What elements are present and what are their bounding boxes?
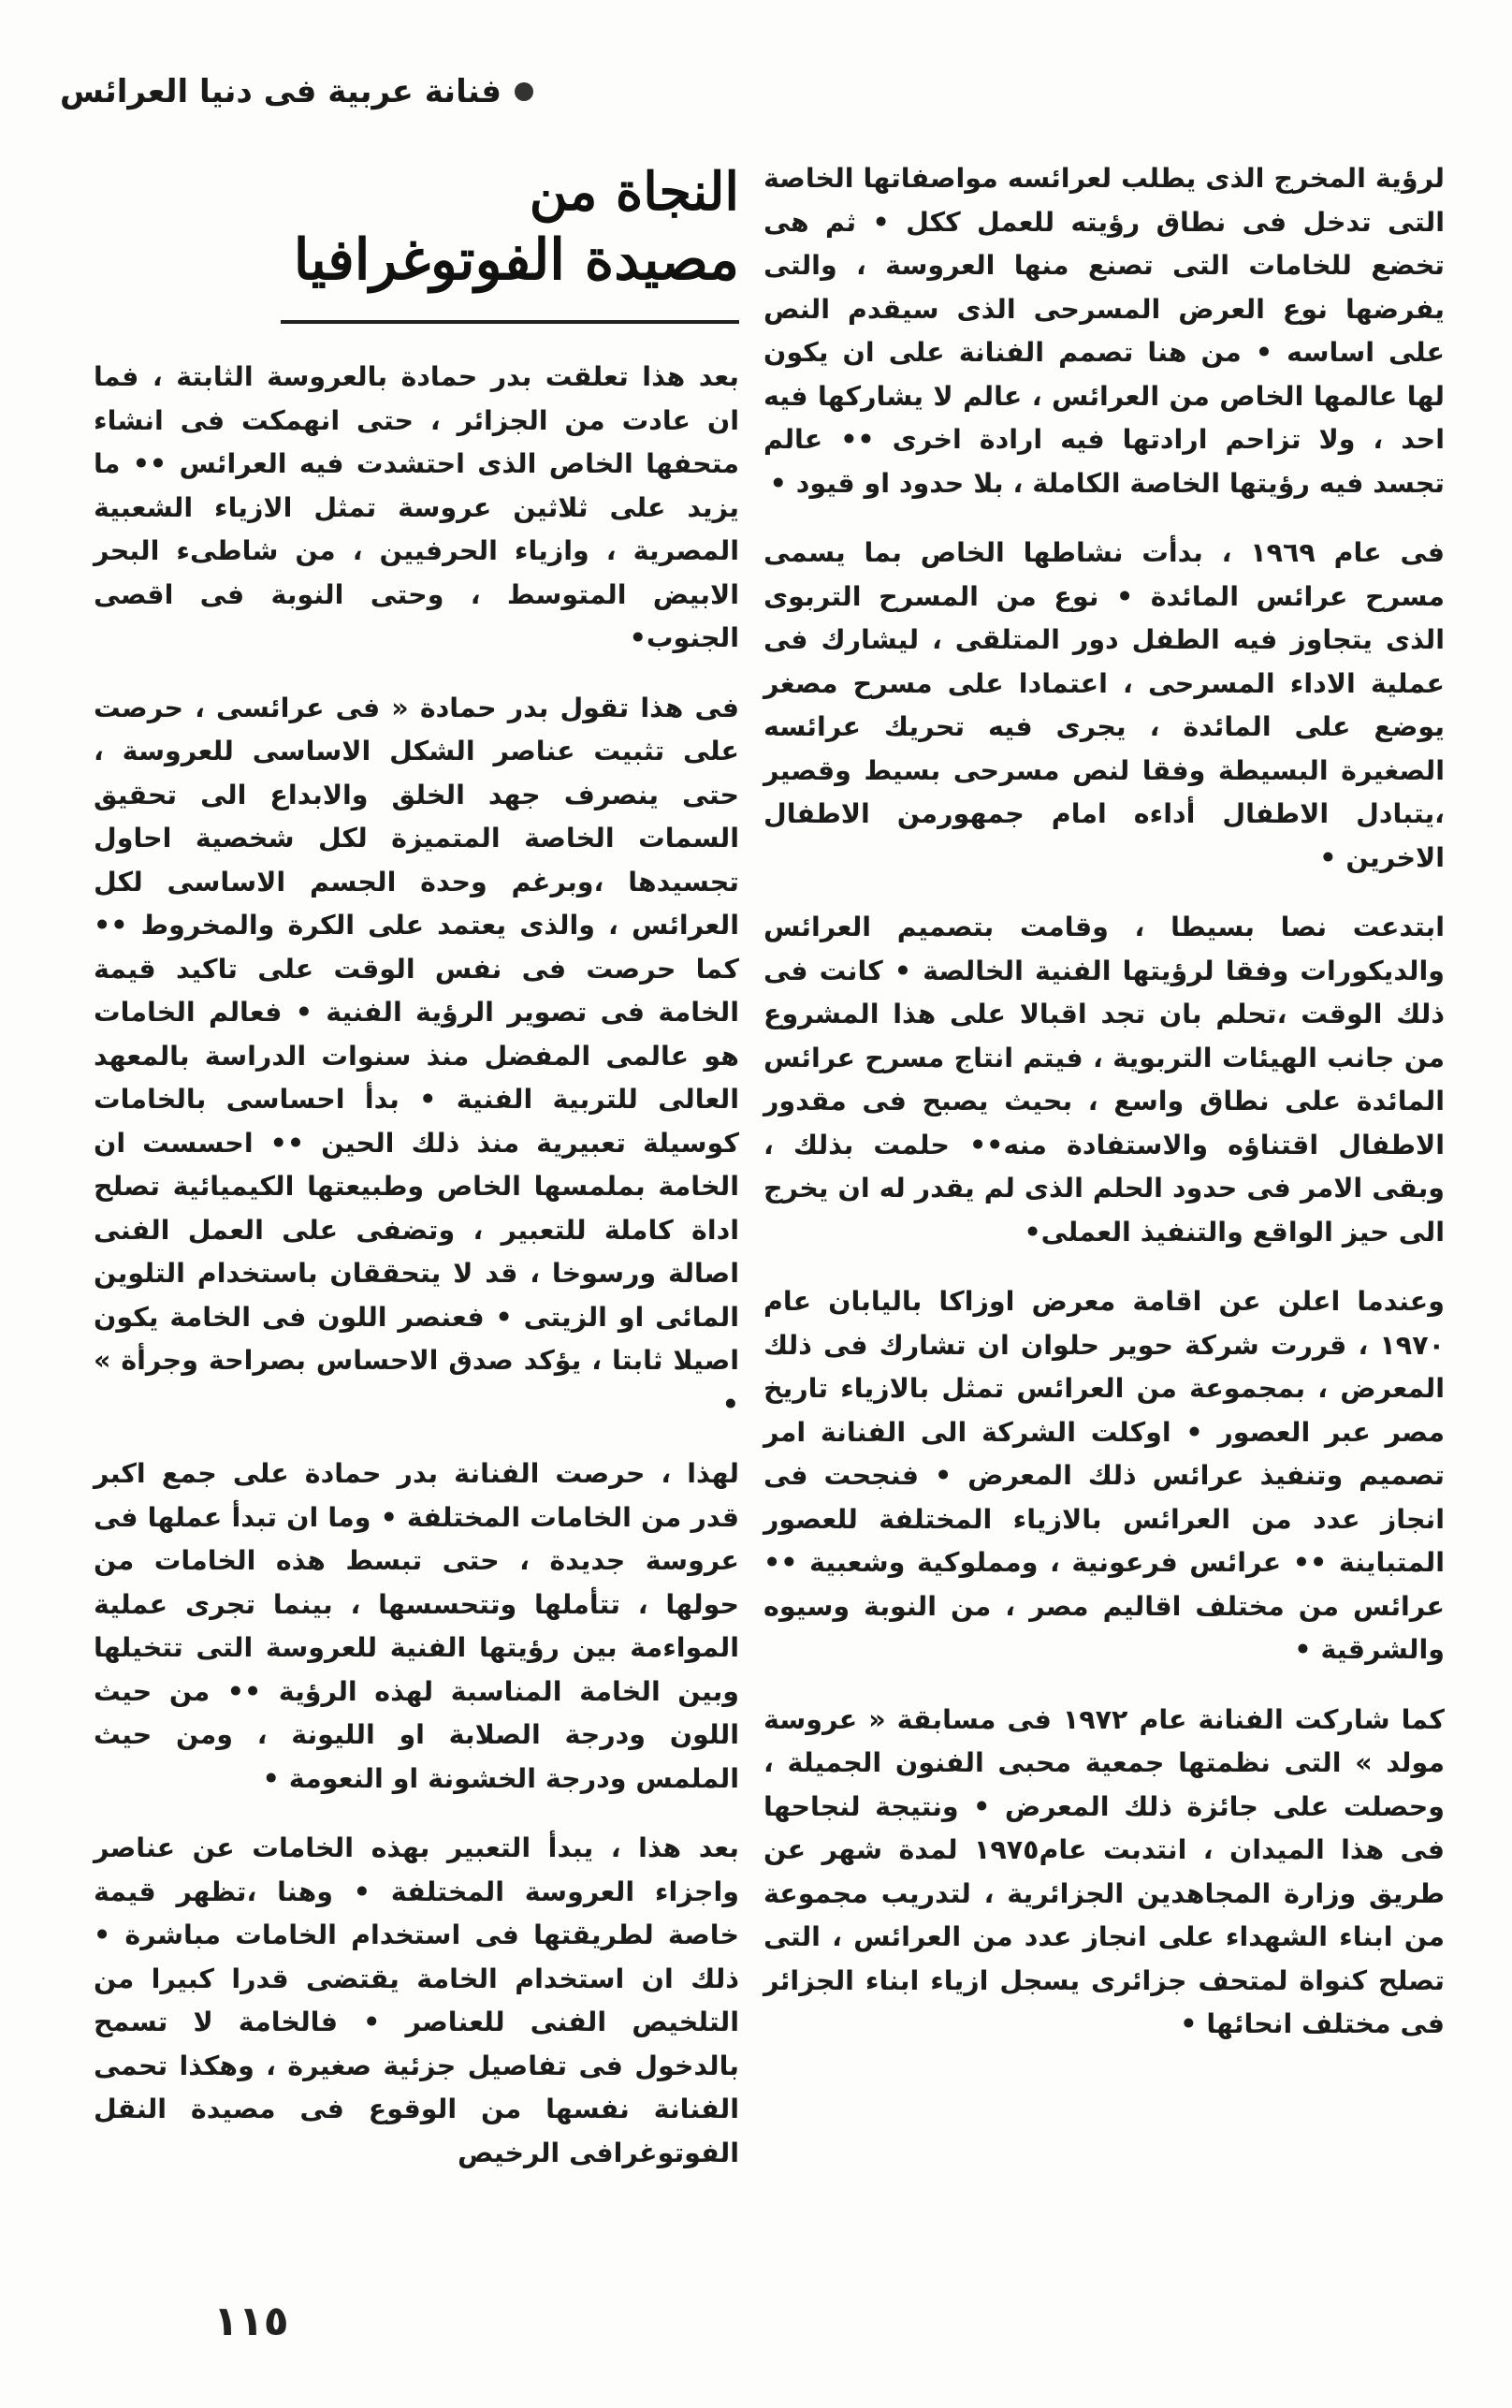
paragraph: لرؤية المخرج الذى يطلب لعرائسه مواصفاتها الخاصة التى تدخل فى نطاق رؤيته للعمل ككل • ثم هى تخضع للخامات التى تصنع منها العروسة ، والتى يفرضها نوع العرض المسرحى الذى سيقدم النص على اساسه • من هنا تصمم الفنانة على ان يكون لها عالمها الخاص من العرائس ، عالم لا يشاركها فيه احد ، ولا تزاحم ارادتها فيه ارادة اخرى •• عالم تجسد فيه رؤيتها الخاصة الكاملة ، بلا حدود او قيود • (763, 163, 1445, 499)
right-column (763, 157, 1445, 2073)
paragraph: كما شاركت الفنانة عام ١٩٧٢ فى مسابقة « عروسة مولد » التى نظمتها جمعية محبى الفنون الجميلة ، وحصلت على جائزة ذلك المعرض • ونتيجة لنجاحها فى هذا الميدان ، انتدبت عام١٩٧٥ لمدة شهر عن طريق وزارة المجاهدين الجزائرية ، لتدريب مجموعة من ابناء الشهداء على انجاز عدد من العرائس ، التى تصلح كنواة لمتحف جزائرى يسجل ازياء ابناء الجزائر فى مختلف انحائها • (763, 1703, 1445, 2039)
bullet-icon (515, 82, 533, 101)
paragraph: وعندما اعلن عن اقامة معرض اوزاكا باليابان عام ١٩٧٠ ، قررت شركة حوير حلوان ان تشارك فى ذلك المعرض ، بمجموعة من العرائس تمثل بالازياء تاريخ مصر عبر العصور • اوكلت الشركة الى الفنانة امر تصميم وتنفيذ عرائس ذلك المعرض • فنجحت فى انجاز عدد من العرائس بالازياء المختلفة للعصور المتباينة •• عرائس فرعونية ، ومملوكية وشعبية •• عرائس من مختلف اقاليم مصر ، من النوبة وسيوه والشرقية • (763, 1286, 1445, 1665)
title-line-1: النجاة من (529, 161, 739, 223)
section-header (47, 64, 533, 120)
paragraph: لهذا ، حرصت الفنانة بدر حمادة على جمع اكبر قدر من الخامات المختلفة • وما ان تبدأ عملها فى عروسة جديدة ، حتى تبسط هذه الخامات من حولها ، تتأملها وتتحسسها ، بينما تجرى عملية المواءمة بين رؤيتها الفنية للعروسة التى تتخيلها وبين الخامة المناسبة لهذه الرؤية •• من حيث اللون ودرجة الصلابة او الليونة ، ومن حيث الملمس ودرجة الخشونة او النعومة • (94, 1458, 739, 1794)
paragraph: فى هذا تقول بدر حمادة « فى عرائسى ، حرصت على تثبيت عناصر الشكل الاساسى للعروسة ، حتى ينصرف جهد الخلق والابداع الى تحقيق السمات الخاصة المتميزة لكل شخصية احاول تجسيدها ،وبرغم وحدة الجسم الاساسى لكل العرائس ، والذى يعتمد على الكرة والمخروط •• كما حرصت فى نفس الوقت على تاكيد قيمة الخامة فى تصوير الرؤية الفنية • فعالم الخامات هو عالمى المفضل منذ سنوات الدراسة بالمعهد العالى للتربية الفنية • بدأ احساسى بالخامات كوسيلة تعبيرية منذ ذلك الحين •• احسست ان الخامة بملمسها الخاص وطبيعتها الكيميائية تصلح اداة كاملة للتعبير ، وتضفى على العمل الفنى اصالة ورسوخا ، قد لا يتحققان باستخدام التلوين المائى او الزيتى • فعنصر اللون فى الخامة يكون اصيلا ثابتا ، يؤكد صدق الاحساس بصراحة وجرأة » • (94, 692, 739, 1420)
paragraph: فى عام ١٩٦٩ ، بدأت نشاطها الخاص بما يسمى مسرح عرائس المائدة • نوع من المسرح التربوى الذى يتجاوز فيه الطفل دور المتلقى ، ليشارك فى عملية الاداء المسرحى ، اعتمادا على مسرح مصغر يوضع على المائدة ، يجرى فيه تحريك عرائسه الصغيرة البسيطة وفقا لنص مسرحى بسيط وقصير ،يتبادل الاطفال أداءه امام جمهورمن الاطفال الاخرين • (763, 537, 1445, 873)
title-line-2: مصيدة الفوتوغرافيا (293, 227, 739, 293)
section-label-text: فنانة عربية فى دنيا العرائس (59, 73, 502, 110)
paragraph: ابتدعت نصا بسيطا ، وقامت بتصميم العرائس والديكورات وفقا لرؤيتها الفنية الخالصة • كانت فى ذلك الوقت ،تحلم بان تجد اقبالا على هذا المشروع من جانب الهيئات التربوية ، فيتم انتاج مسرح عرائس المائدة على نطاق واسع ، بحيث يصبح فى مقدور الاطفال اقتناؤه والاستفادة منه•• حلمت بذلك ، وبقى الامر فى حدود الحلم الذى لم يقدر له ان يخرج الى حيز الواقع والتنفيذ العملى• (763, 912, 1445, 1248)
title-underline (281, 320, 739, 324)
paragraph: بعد هذا تعلقت بدر حمادة بالعروسة الثابتة ، فما ان عادت من الجزائر ، حتى انهمكت فى انشاء متحفها الخاص الذى احتشدت فيه العرائس •• ما يزيد على ثلاثين عروسة تمثل الازياء الشعبية المصرية ، وازياء الحرفيين ، من شاطىء البحر الابيض المتوسط ، وحتى النوبة فى اقصى الجنوب• (94, 361, 739, 653)
left-column (94, 356, 739, 2201)
article-title (281, 159, 739, 296)
page-number: ١١٥ (213, 2298, 289, 2345)
paragraph: بعد هذا ، يبدأ التعبير بهذه الخامات عن عناصر واجزاء العروسة المختلفة • وهنا ،تظهر قيمة خاصة لطريقتها فى استخدام الخامات مباشرة • ذلك ان استخدام الخامة يقتضى قدرا كبيرا من التلخيص الفنى للعناصر • فالخامة لا تسمح بالدخول فى تفاصيل جزئية صغيرة ، وهكذا تحمى الفنانة نفسها من الوقوع فى مصيدة النقل الفوتوغرافى الرخيص (94, 1832, 739, 2168)
